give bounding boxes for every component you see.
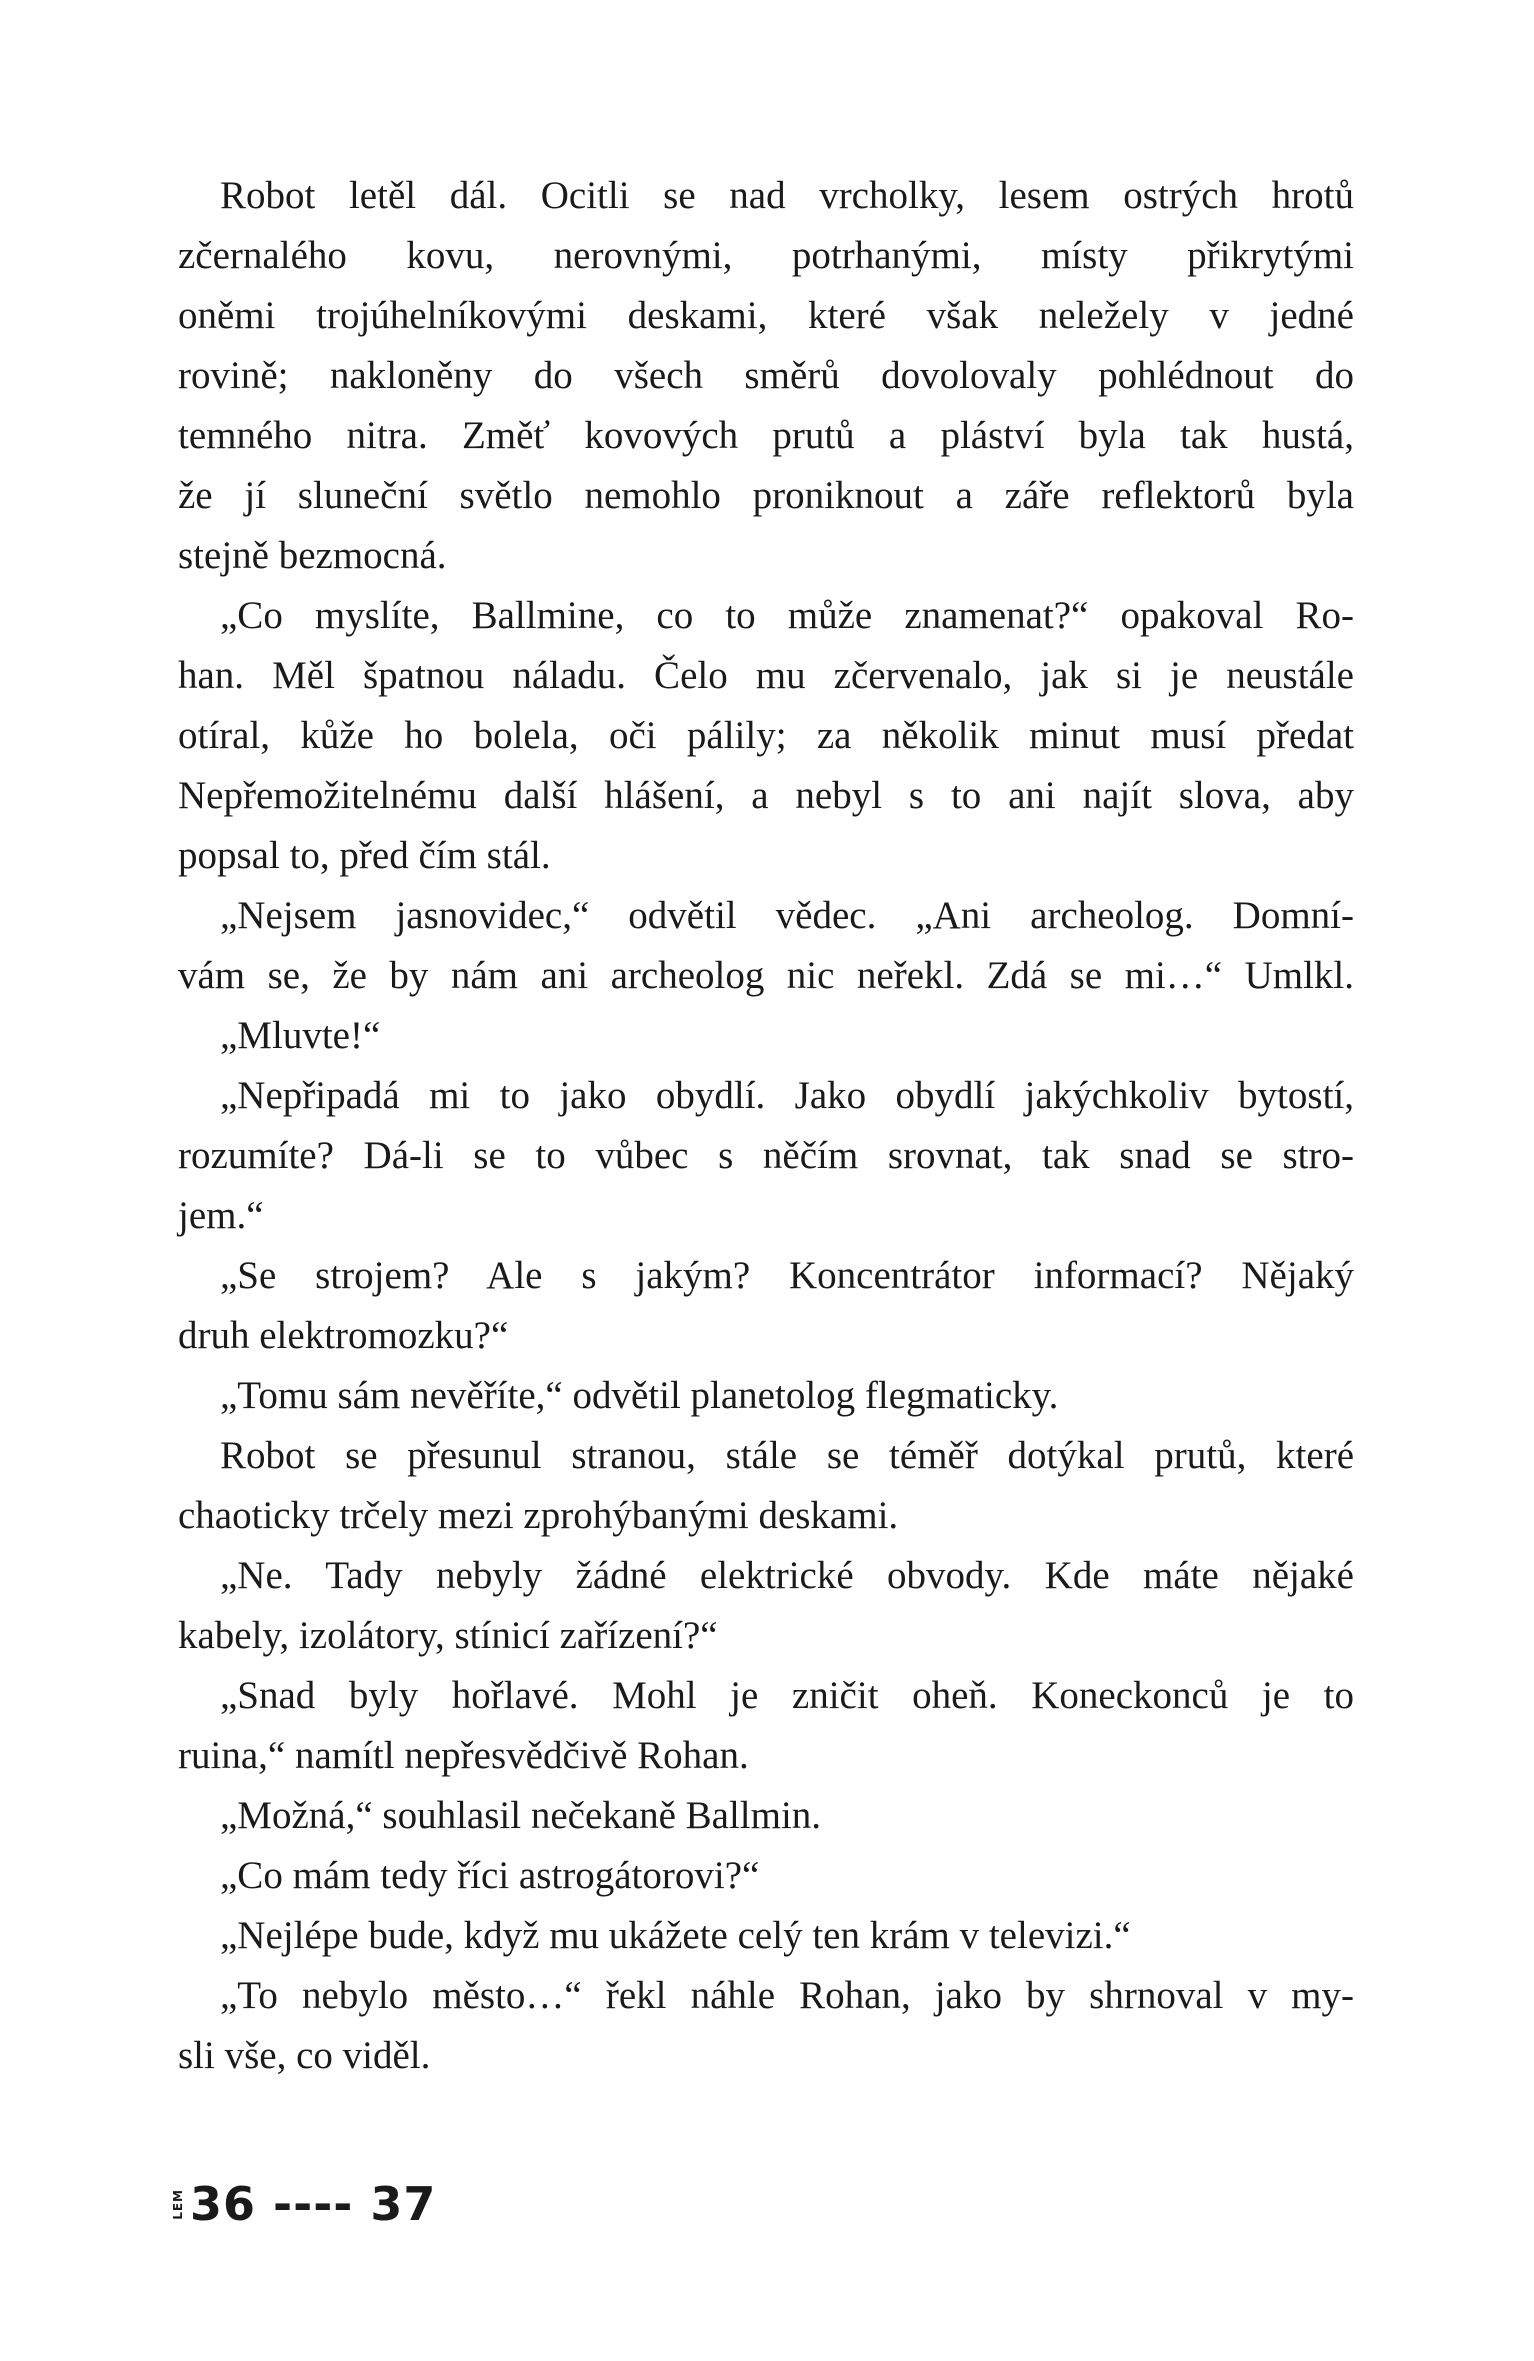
text-line: oněmi trojúhelníkovými deskami, které však neležely v jedné bbox=[178, 294, 1354, 337]
body-text bbox=[178, 166, 1354, 2086]
text-line: chaoticky trčely mezi zprohýbanými deskami. bbox=[178, 1494, 899, 1537]
text-line: rovině; nakloněny do všech směrů dovolovaly pohlédnout do bbox=[178, 354, 1354, 397]
text-line: kabely, izolátory, stínicí zařízení?“ bbox=[178, 1614, 718, 1657]
text-line: jem.“ bbox=[178, 1194, 264, 1237]
text-line: Robot se přesunul stranou, stále se téměř dotýkal prutů, které bbox=[220, 1434, 1354, 1477]
brand-label: LEM bbox=[171, 2188, 185, 2220]
text-line: ruina,“ namítl nepřesvědčivě Rohan. bbox=[178, 1734, 749, 1777]
text-line: „Nejlépe bude, když mu ukážete celý ten krám v televizi.“ bbox=[220, 1914, 1131, 1957]
text-line: druh elektromozku?“ bbox=[178, 1314, 509, 1357]
text-line: vám se, že by nám ani archeolog nic neřekl. Zdá se mi…“ Umlkl. bbox=[178, 954, 1354, 997]
text-line: „Co myslíte, Ballmine, co to může znamenat?“ opakoval Ro- bbox=[220, 594, 1354, 637]
text-line: „Možná,“ souhlasil nečekaně Ballmin. bbox=[220, 1794, 822, 1837]
text-line: „Nepřipadá mi to jako obydlí. Jako obydlí jakýchkoliv bytostí, bbox=[220, 1074, 1354, 1117]
text-line: zčernalého kovu, nerovnými, potrhanými, místy přikrytými bbox=[178, 234, 1354, 277]
text-line: Robot letěl dál. Ocitli se nad vrcholky, lesem ostrých hrotů bbox=[220, 174, 1354, 217]
text-line: „To nebylo město…“ řekl náhle Rohan, jako by shrnoval v my- bbox=[220, 1974, 1354, 2017]
text-line: popsal to, před čím stál. bbox=[178, 834, 551, 877]
text-line: že jí sluneční světlo nemohlo proniknout a záře reflektorů byla bbox=[178, 474, 1354, 517]
text-line: Nepřemožitelnému další hlášení, a nebyl s to ani najít slova, aby bbox=[178, 774, 1354, 817]
text-line: „Se strojem? Ale s jakým? Koncentrátor informací? Nějaký bbox=[220, 1254, 1354, 1297]
page-footer bbox=[172, 2176, 436, 2232]
text-line: temného nitra. Změť kovových prutů a pláství byla tak hustá, bbox=[178, 414, 1354, 457]
text-line: „Ne. Tady nebyly žádné elektrické obvody. Kde máte nějaké bbox=[220, 1554, 1354, 1597]
text-line: „Nejsem jasnovidec,“ odvětil vědec. „Ani archeolog. Domní- bbox=[220, 894, 1354, 937]
text-line: han. Měl špatnou náladu. Čelo mu zčervenalo, jak si je neustále bbox=[178, 654, 1354, 697]
text-line: otíral, kůže ho bolela, oči pálily; za několik minut musí předat bbox=[178, 714, 1354, 757]
text-line: stejně bezmocná. bbox=[178, 534, 447, 577]
text-line: sli vše, co viděl. bbox=[178, 2034, 431, 2077]
page-numbers: 36 ---- 37 bbox=[190, 2177, 437, 2231]
text-line: „Mluvte!“ bbox=[220, 1014, 381, 1057]
text-line: „Co mám tedy říci astrogátorovi?“ bbox=[220, 1854, 760, 1897]
text-line: „Tomu sám nevěříte,“ odvětil planetolog flegmaticky. bbox=[220, 1374, 1059, 1417]
text-line: „Snad byly hořlavé. Mohl je zničit oheň. Koneckonců je to bbox=[220, 1674, 1354, 1717]
text-line: rozumíte? Dá-li se to vůbec s něčím srovnat, tak snad se stro- bbox=[178, 1134, 1354, 1177]
